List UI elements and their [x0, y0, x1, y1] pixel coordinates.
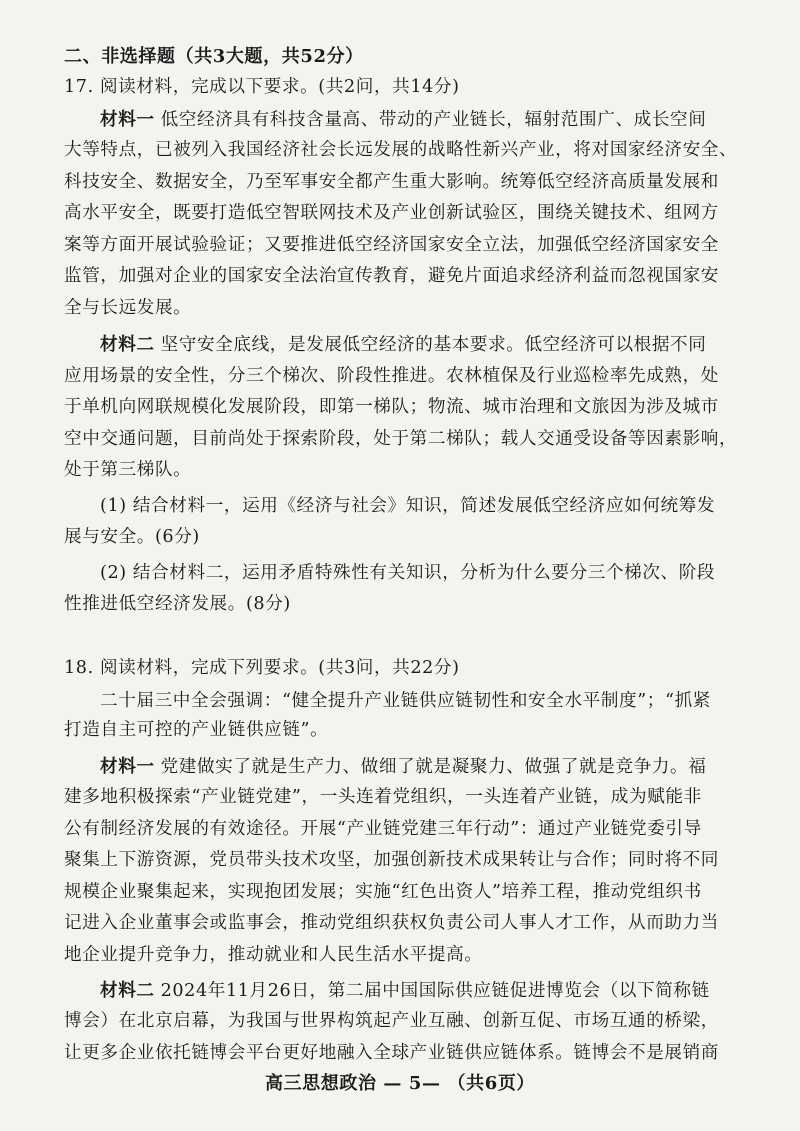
q18-m1-line-0: 材料一 党建做实了就是生产力、做细了就是凝聚力、做强了就是竞争力。福 — [100, 756, 707, 777]
q17-m2-line-4: 处于第三梯队。 — [64, 460, 192, 480]
q17-title: 17. 阅读材料，完成以下要求。(共2问，共14分) — [64, 77, 460, 97]
q17-m2-line-1: 应用场景的安全性，分三个梯次、阶段性推进。农林植保及行业巡检率先成熟，处 — [64, 366, 719, 386]
q17-m1-line-6: 全与长远发展。 — [64, 298, 192, 318]
q17-sub2-line-0: (2) 结合材料二，运用矛盾特殊性有关知识，分析为什么要分三个梯次、阶段 — [100, 563, 716, 583]
q17-m1-line-1: 大等特点，已被列入我国经济社会长远发展的战略性新兴产业，将对国家经济安全、 — [64, 140, 738, 160]
q17-m1-line-2: 科技安全、数据安全，乃至军事安全都产生重大影响。统筹低空经济高质量发展和 — [64, 172, 719, 192]
q18-m2-line-0: 材料二 2024年11月26日，第二届中国国际供应链促进博览会（以下简称链 — [100, 980, 710, 1001]
section-heading: 二、非选择题（共3大题，共52分） — [64, 46, 364, 67]
q18-m1-line-1: 建多地积极探索“产业链党建”，一头连着党组织，一头连着产业链，成为赋能非 — [64, 787, 702, 807]
q17-m1-label: 材料一 — [100, 109, 155, 130]
q17-m2-line-0: 材料二 坚守安全底线，是发展低空经济的基本要求。低空经济可以根据不同 — [100, 334, 707, 355]
q18-intro-line-1: 打造自主可控的产业链供应链”。 — [64, 720, 329, 740]
q17-m2-label: 材料二 — [100, 334, 155, 355]
q17-m1-line-4: 案等方面开展试验验证；又要推进低空经济国家安全立法，加强低空经济国家安全 — [64, 235, 719, 255]
q18-m2-label: 材料二 — [100, 980, 155, 1001]
q18-m1-line-4: 规模企业聚集起来，实现抱团发展；实施“红色出资人”培养工程，推动党组织书 — [64, 882, 702, 902]
q18-m1-line-3: 聚集上下游资源，党员带头技术攻坚，加强创新技术成果转让与合作；同时将不同 — [64, 850, 719, 870]
q17-m1-line-3: 高水平安全，既要打造低空智联网技术及产业创新试验区，围绕关键技术、组网方 — [64, 203, 719, 223]
q17-sub1-line-1: 展与安全。(6分) — [64, 527, 200, 547]
q17-m1-line-0: 材料一 低空经济具有科技含量高、带动的产业链长，辐射范围广、成长空间 — [100, 109, 707, 130]
q18-intro-line-0: 二十届三中全会强调：“健全提升产业链供应链韧性和安全水平制度”；“抓紧 — [100, 691, 711, 711]
page-footer: 高三思想政治 — 5— （共6页） — [264, 1073, 536, 1094]
q17-m1-line-5: 监管，加强对企业的国家安全法治宣传教育，避免片面追求经济利益而忽视国家安 — [64, 266, 719, 286]
q18-m1-line-6: 地企业提升竞争力，推动就业和人民生活水平提高。 — [64, 945, 483, 965]
q17-sub1-line-0: (1) 结合材料一，运用《经济与社会》知识，简述发展低空经济应如何统筹发 — [100, 496, 716, 516]
q18-m1-line-5: 记进入企业董事会或监事会，推动党组织获权负责公司人事人才工作，从而助力当 — [64, 913, 719, 933]
q18-m2-line-2: 让更多企业依托链博会平台更好地融入全球产业链供应链体系。链博会不是展销商 — [64, 1043, 719, 1063]
q18-m1-label: 材料一 — [100, 756, 155, 777]
q18-m2-line-1: 博会）在北京启幕，为我国与世界构筑起产业互融、创新互促、市场互通的桥梁， — [64, 1011, 719, 1031]
q17-sub2-line-1: 性推进低空经济发展。(8分) — [64, 594, 291, 614]
q17-m2-line-2: 于单机向网联规模化发展阶段，即第一梯队；物流、城市治理和文旅因为涉及城市 — [64, 397, 719, 417]
q17-m2-line-3: 空中交通问题，目前尚处于探索阶段，处于第二梯队；载人交通受设备等因素影响， — [64, 429, 738, 449]
q18-m1-line-2: 公有制经济发展的有效途径。开展“产业链党建三年行动”：通过产业链党委引导 — [64, 819, 702, 839]
q18-title: 18. 阅读材料，完成下列要求。(共3问，共22分) — [64, 658, 460, 678]
